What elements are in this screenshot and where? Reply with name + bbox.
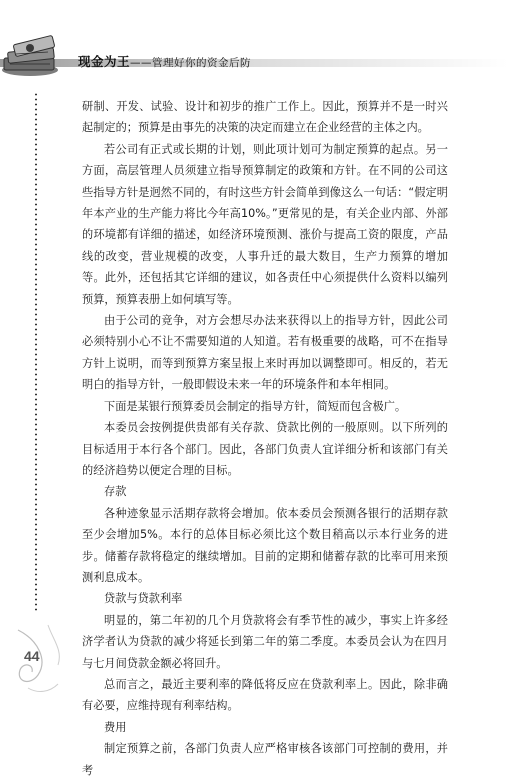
paragraph: 本委员会按例提供贵部有关存款、贷款比例的一般原则。以下所列的目标适用于本行各个部门。因此，各部门负责人宜详细分析和该部门有关的经济趋势以便定合理的目标。 <box>82 421 448 477</box>
paragraph: 总而言之，最近主要利率的降低将反应在贷款利率上。因此，除非确有必要，应维持现有利率结构。 <box>82 677 448 713</box>
running-header-title <box>78 52 251 70</box>
body-text <box>82 96 448 781</box>
section-heading: 费用 <box>104 720 127 734</box>
paragraph: 各种迹象显示活期存款将会增加。依本委员会预测各银行的活期存款至少会增加5%。本行的总体目标必须比这个数目稍高以示本行业务的进步。储蓄存款将稳定的继续增加。目前的定期和储蓄存款的比率可用来预测利息成本。 <box>82 506 448 584</box>
paragraph: 下面是某银行预算委员会制定的指导方针，简短而包含极广。 <box>104 399 407 413</box>
paragraph: 明显的，第二年初的几个月贷款将会有季节性的减少，事实上许多经济学者认为贷款的减少将延长到第二年的第二季度。本委员会认为在四月与七月间贷款金额必将回升。 <box>82 613 448 670</box>
section-heading: 存款 <box>104 485 127 499</box>
header-title-sub: 管理好你的资金后防 <box>152 57 252 69</box>
paragraph: 研制、开发、试验、设计和初步的推广工作上。因此，预算并不是一时兴起制定的；预算是由事先的决策的决定而建立在企业经营的主体之内。 <box>82 100 448 135</box>
page-number: 44 <box>24 648 40 664</box>
header-band <box>0 56 508 70</box>
paragraph: 制定预算之前，各部门负责人应严格审核各该部门可控制的费用，并考 <box>82 742 448 777</box>
margin-dotted-line <box>35 92 37 612</box>
paragraph: 由于公司的竞争，对方会想尽办法来获得以上的指导方针，因此公司必须特别小心不让不需要知道的人知道。若有极重要的战略，可不在指导方针上说明，而等到预算方案呈报上来时再加以调整即可。相反的，若无明白的指导方针，一般即假设未来一年的环境条件和本年相同。 <box>82 314 448 392</box>
paragraph: 若公司有正式或长期的计划，则此项计划可为制定预算的起点。另一方面，高层管理人员须建立指导预算制定的政策和方针。在不同的公司这些指导方针是迥然不同的，有时这些方针会简单到像这么一句话：“假定明年本产业的生产能力将比今年高10%。”更常见的是，有关企业内部、外部的环境都有详细的描述，如经济环境预测、涨价与提高工资的限度，产品线的改变，营业规模的改变，人事升迁的最大数目，生产力预算的增加等。此外，还包括其它详细的建议，如各责任中心须提供什么资料以编列预算，预算表册上如何填写等。 <box>82 142 448 306</box>
section-heading: 贷款与贷款利率 <box>104 592 183 606</box>
money-stack-icon <box>0 34 70 78</box>
header-title-main: 现金为王 <box>78 54 131 69</box>
header-title-dash: —— <box>130 57 153 69</box>
